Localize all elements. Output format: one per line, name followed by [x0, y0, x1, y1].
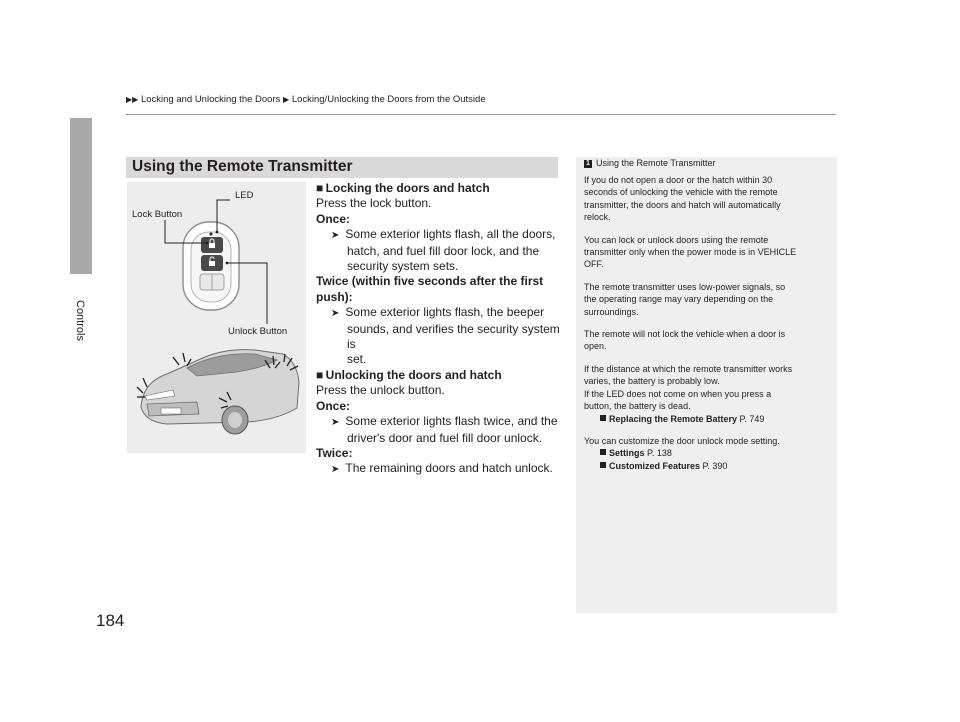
- note-line: If the distance at which the remote transmitter works: [584, 363, 793, 374]
- remote-and-car-illustration: [127, 182, 306, 453]
- note-line: relock.: [584, 212, 611, 223]
- subheading-unlocking-text: Unlocking the doors and hatch: [325, 368, 502, 382]
- note-line: surroundings.: [584, 306, 639, 317]
- reference-icon: [600, 462, 606, 468]
- note-line: If you do not open a door or the hatch within 30: [584, 175, 773, 185]
- breadcrumb-arrow-icon: ▶: [283, 95, 290, 104]
- ref-link-settings[interactable]: [584, 447, 832, 459]
- breadcrumb-arrow-icon: ▶▶: [126, 95, 139, 104]
- note-paragraph-1: [584, 174, 832, 224]
- step-arrow-icon: ➤: [331, 308, 340, 320]
- unlocking-intro: Press the unlock button.: [316, 383, 445, 398]
- note-marker-icon: 1: [584, 160, 592, 168]
- subheading-unlocking: ■ Unlocking the doors and hatch: [316, 368, 502, 382]
- key-fob-icon: [183, 222, 239, 310]
- note-line: transmitter only when the power mode is in VEHICLE: [584, 247, 797, 258]
- note-paragraph-4: [584, 328, 832, 353]
- note-paragraph-6: [584, 435, 832, 472]
- section-title: Using the Remote Transmitter: [132, 158, 353, 175]
- note-line: transmitter, the doors and hatch will automatically: [584, 199, 781, 210]
- unlocking-twice-line-1: The remaining doors and hatch unlock.: [345, 461, 553, 476]
- locking-once-line-2: hatch, and fuel fill door lock, and the: [347, 243, 540, 258]
- note-paragraph-3: [584, 281, 832, 318]
- note-line: the operating range may vary depending on the: [584, 294, 774, 305]
- step-arrow-icon: ➤: [331, 230, 340, 242]
- locking-twice-label-2: push):: [316, 289, 353, 304]
- note-line: You can customize the door unlock mode setting.: [584, 435, 780, 446]
- reference-icon: [600, 415, 606, 421]
- header-divider: [126, 114, 836, 115]
- reference-icon: [600, 449, 606, 455]
- note-line: OFF.: [584, 259, 604, 270]
- breadcrumb: [126, 94, 486, 105]
- note-line: You can lock or unlock doors using the remote: [584, 234, 769, 245]
- note-title-text: Using the Remote Transmitter: [596, 158, 716, 168]
- chapter-tab[interactable]: [70, 118, 92, 274]
- note-line: open.: [584, 341, 607, 352]
- subheading-locking: ■ Locking the doors and hatch: [316, 181, 490, 195]
- note-line: If the LED does not come on when you press a: [584, 388, 772, 399]
- breadcrumb-item-1[interactable]: Locking and Unlocking the Doors: [140, 94, 281, 105]
- ref-settings-label[interactable]: Settings: [609, 448, 645, 459]
- note-line: button, the battery is dead.: [584, 401, 691, 412]
- unlocking-once-label: Once:: [316, 398, 351, 413]
- step-arrow-icon: ➤: [331, 417, 340, 429]
- unlocking-once-line-2: driver's door and fuel fill door unlock.: [347, 430, 543, 445]
- figure-label-lock: Lock Button: [132, 209, 183, 220]
- locking-intro: Press the lock button.: [316, 196, 432, 211]
- locking-twice-line-2: sounds, and verifies the security system is: [347, 321, 560, 352]
- locking-twice-label-1: Twice (within five seconds after the first: [316, 274, 544, 289]
- unlocking-twice-label: Twice:: [316, 446, 353, 461]
- note-paragraph-2: [584, 234, 832, 271]
- note-line: The remote will not lock the vehicle when a door is: [584, 329, 786, 340]
- car-icon: [141, 350, 299, 434]
- subheading-locking-text: Locking the doors and hatch: [325, 181, 490, 195]
- ref-battery-label[interactable]: Replacing the Remote Battery: [609, 413, 738, 424]
- step-arrow-icon: ➤: [331, 464, 340, 476]
- breadcrumb-item-2[interactable]: Locking/Unlocking the Doors from the Outside: [291, 94, 486, 105]
- page-number: 184: [96, 611, 125, 630]
- note-line: seconds of unlocking the vehicle with the remote: [584, 187, 778, 198]
- chapter-label: Controls: [74, 300, 86, 341]
- note-body: [584, 174, 832, 472]
- figure-label-unlock: Unlock Button: [228, 326, 288, 337]
- note-line: varies, the battery is probably low.: [584, 376, 720, 387]
- ref-battery-page: P. 749: [739, 413, 765, 424]
- locking-twice-line-1: Some exterior lights flash, the beeper: [345, 305, 545, 320]
- locking-once-line-1: Some exterior lights flash, all the doors,: [345, 227, 556, 242]
- ref-settings-page: P. 138: [647, 448, 672, 459]
- unlocking-once-line-1: Some exterior lights flash twice, and the: [345, 414, 558, 429]
- ref-custom-label[interactable]: Customized Features: [609, 460, 701, 471]
- ref-link-battery[interactable]: [584, 413, 832, 425]
- note-paragraph-5: [584, 363, 832, 425]
- figure-label-led: LED: [235, 190, 254, 201]
- note-title: [584, 158, 716, 168]
- locking-twice-line-3: set.: [347, 352, 367, 367]
- section-heading: [126, 157, 558, 178]
- note-line: The remote transmitter uses low-power signals, so: [584, 281, 786, 292]
- ref-custom-page: P. 390: [702, 460, 728, 471]
- locking-once-line-3: security system sets.: [347, 259, 459, 274]
- ref-link-customized[interactable]: [584, 460, 832, 472]
- locking-once-label: Once:: [316, 211, 351, 226]
